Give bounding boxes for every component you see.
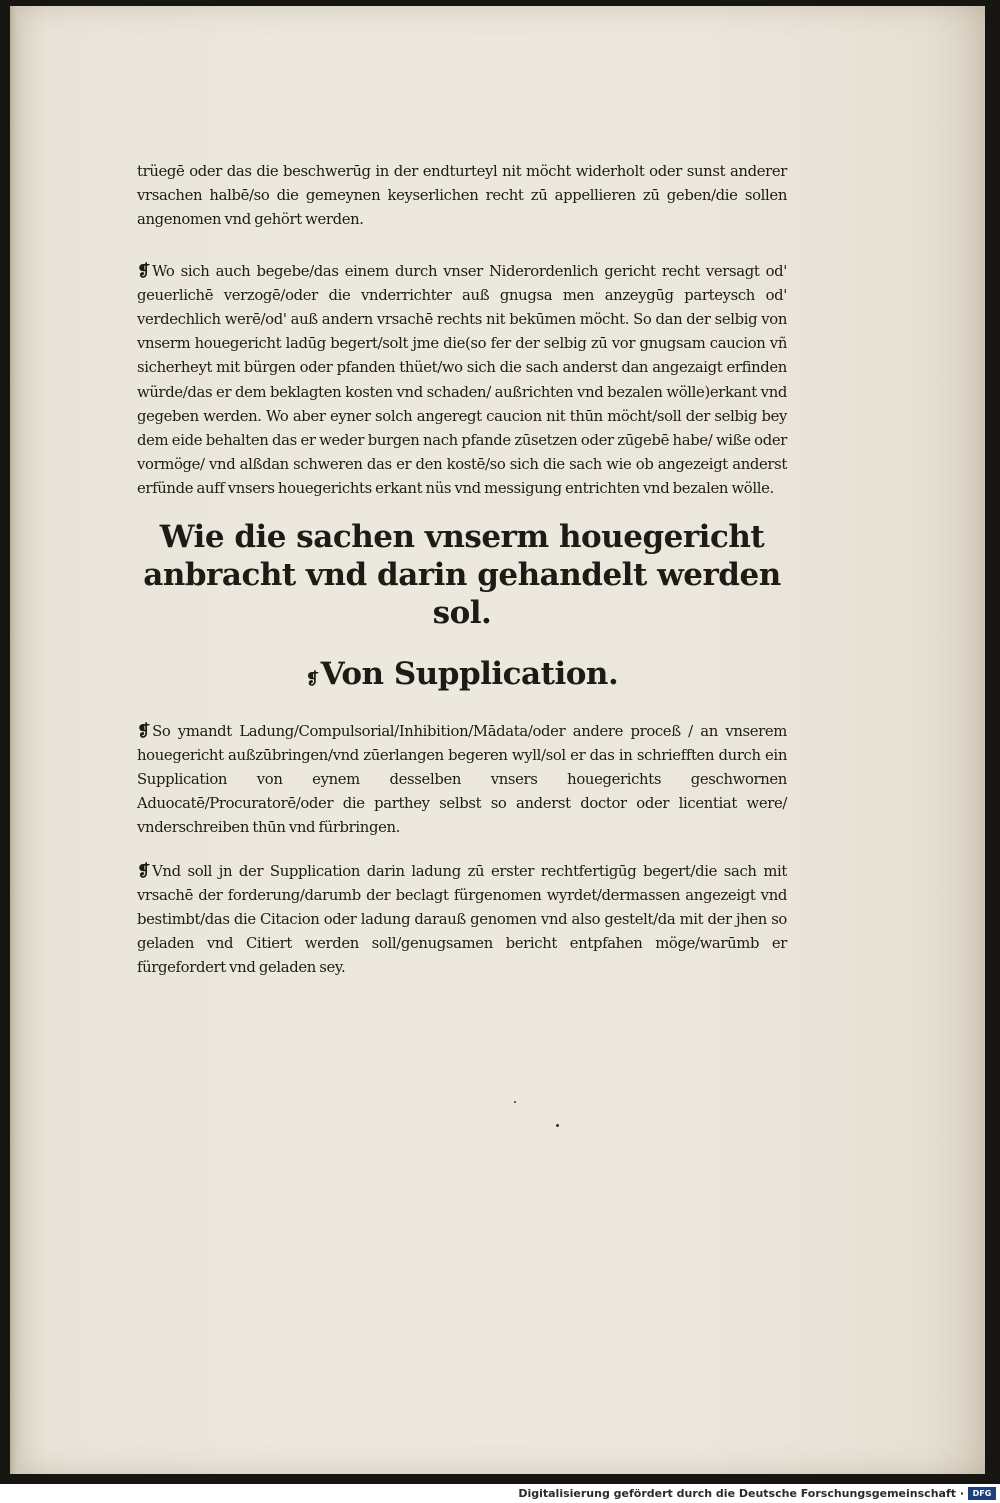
paragraph-caution [137, 259, 787, 502]
ink-speck [556, 1124, 559, 1127]
subsection-heading-text: Von Supplication. [320, 655, 619, 692]
dfg-logo: DFG [968, 1487, 996, 1500]
pilcrow-mark: ❡ [137, 260, 151, 280]
ink-speck [514, 1101, 516, 1103]
paragraph-continuation: trüegē oder das die beschwerūg in der endturteyl nit möcht widerholt oder sunst anderer vrsachen halbē/so die gemeynen keyserlichen recht zū appellieren zū geben/die sollen angenomen vnd gehört werden. [137, 163, 787, 229]
paragraph-citation [137, 859, 787, 981]
footer-bar [0, 1484, 1000, 1503]
page-binding-edge [10, 6, 22, 1474]
subsection-heading [137, 654, 787, 699]
paragraph-supplication-text: So ymandt Ladung/Compulsorial/Inhibition/Mādata/oder andere proceß / an vnserem houegericht außzūbringen/vnd zūerlangen begeren wyll/sol er das in schriefften durch ein Supplication von eynem desselben vnsers houegerichts geschwornen Aduocatē/Procuratorē/oder die parthey selbst so anderst doctor oder licentiat were/ vnderschreiben thūn vnd fürbringen. [137, 722, 787, 837]
pilcrow-mark: ❡ [137, 720, 151, 740]
paragraph-supplication [137, 719, 787, 841]
pilcrow-mark: ❡ [305, 668, 319, 688]
page-text-block [137, 160, 787, 981]
section-heading: Wie die sachen vnserm houegericht anbracht vnd darin gehandelt werden sol. [143, 518, 781, 631]
pilcrow-mark: ❡ [137, 860, 151, 880]
paragraph-caution-text: Wo sich auch begebe/das einem durch vnser Niderordenlich gericht recht versagt od' geuerlichē verzogē/oder die vnderrichter auß gnugsa men anzeygūg parteysch od' verdechlich werē/od' auß andern vrsachē rechts nit bekūmen möcht. So dan der selbig von vnserm houegericht ladūg begert/solt jme die(so fer der selbig zū vor gnugsam caucion vñ sicherheyt mit bürgen oder pfanden thüet/wo sich die sach anderst dan angezaigt erfinden würde/das er dem beklagten kosten vnd schaden/ außrichten vnd bezalen wölle)erkant vnd gegeben werden. Wo aber eyner solch angeregt caucion nit thūn möcht/soll der selbig bey dem eide behalten das er weder burgen nach pfande zūsetzen oder zūgebē habe/ wiße oder vormöge/ vnd alßdan schweren das er den kostē/so sich die sach wie ob angezeigt anderst erfünde auff vnsers houegerichts erkant nüs vnd messigung entrichten vnd bezalen wölle. [137, 262, 787, 498]
paragraph-citation-text: Vnd soll jn der Supplication darin ladung zū erster rechtfertigūg begert/die sach mit vrsachē der forderung/darumb der beclagt fürgenomen wyrdet/dermassen angezeigt vnd bestimbt/das die Citacion oder ladung darauß genomen vnd also gestelt/da mit der jhen so geladen vnd Citiert werden soll/genugsamen bericht entpfahen möge/warūmb er fürgefordert vnd geladen sey. [137, 862, 787, 977]
footer-credit: Digitalisierung gefördert durch die Deutsche Forschungsgemeinschaft · [518, 1487, 964, 1500]
